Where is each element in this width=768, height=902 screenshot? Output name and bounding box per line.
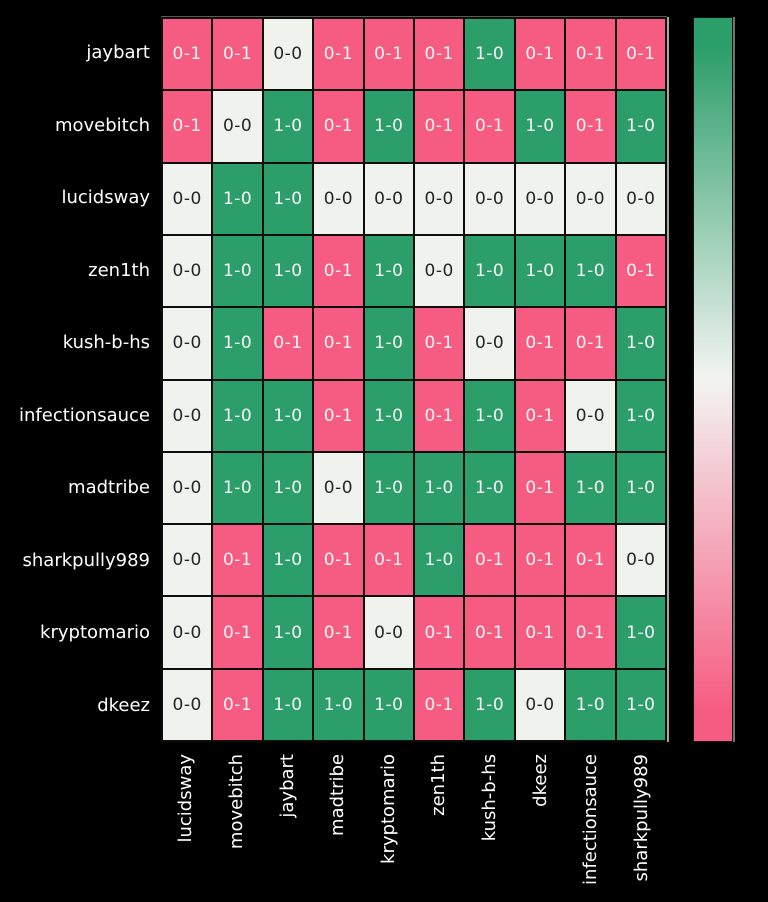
heatmap-cell: 1-0 [365,381,413,451]
heatmap-cell: 1-0 [314,670,362,740]
column-label: jaybart [276,754,298,818]
heatmap-cell: 1-0 [415,453,463,523]
column-label: kush-b-hs [478,754,500,842]
heatmap-grid [161,17,667,742]
heatmap-cell: 1-0 [264,597,312,667]
heatmap-cell: 1-0 [365,236,413,306]
heatmap-cell: 0-1 [365,19,413,89]
heatmap-cell: 0-1 [314,308,362,378]
heatmap-cell: 0-0 [566,381,614,451]
heatmap-cell: 0-1 [415,670,463,740]
heatmap-cell: 0-0 [516,670,564,740]
heatmap-cell: 0-1 [516,19,564,89]
heatmap-cell: 1-0 [264,525,312,595]
heatmap-cell: 0-0 [264,19,312,89]
row-label: lucidsway [61,187,150,209]
column-label: madtribe [327,754,349,836]
heatmap-cell: 0-0 [566,164,614,234]
heatmap-cell: 0-0 [314,453,362,523]
heatmap-cell: 0-0 [617,525,665,595]
heatmap-cell: 0-1 [415,308,463,378]
heatmap-cell: 0-1 [516,453,564,523]
heatmap-cell: 1-0 [617,670,665,740]
row-label: jaybart [86,42,150,64]
heatmap-cell: 0-1 [213,19,261,89]
heatmap-cell: 0-0 [163,236,211,306]
column-label: dkeez [529,754,551,807]
heatmap-cell: 0-0 [465,308,513,378]
heatmap-cell: 0-1 [314,19,362,89]
heatmap-cell: 1-0 [213,381,261,451]
heatmap-cell: 0-1 [566,597,614,667]
heatmap-cell: 1-0 [617,308,665,378]
column-label: sharkpully989 [630,754,652,882]
heatmap-cell: 0-1 [516,597,564,667]
heatmap-cell: 1-0 [465,381,513,451]
heatmap-cell: 1-0 [465,670,513,740]
heatmap-cell: 0-0 [465,164,513,234]
heatmap-cell: 0-0 [365,597,413,667]
heatmap-cell: 1-0 [264,91,312,161]
heatmap-cell: 1-0 [264,670,312,740]
heatmap-cell: 0-1 [516,381,564,451]
heatmap-cell: 1-0 [365,453,413,523]
column-label: movebitch [225,754,247,850]
heatmap-cell: 0-1 [314,91,362,161]
heatmap-cell: 0-0 [163,670,211,740]
heatmap-cell: 1-0 [617,91,665,161]
heatmap-cell: 0-0 [163,525,211,595]
heatmap-cell: 1-0 [213,164,261,234]
heatmap-cell: 1-0 [516,236,564,306]
heatmap-cell: 0-1 [566,91,614,161]
heatmap-cell: 1-0 [465,236,513,306]
column-label: kryptomario [377,754,399,864]
heatmap-cell: 1-0 [566,236,614,306]
heatmap-cell: 0-1 [465,91,513,161]
heatmap-cell: 1-0 [213,236,261,306]
heatmap-cell: 0-1 [415,91,463,161]
row-label: madtribe [68,477,150,499]
row-label: zen1th [88,259,150,281]
row-label: dkeez [97,694,150,716]
heatmap-cell: 0-1 [314,597,362,667]
heatmap-cell: 0-1 [264,308,312,378]
heatmap-cell: 0-0 [617,164,665,234]
heatmap-cell: 0-1 [566,308,614,378]
heatmap-cell: 1-0 [365,91,413,161]
heatmap-cell: 0-1 [314,236,362,306]
heatmap-cell: 1-0 [264,381,312,451]
heatmap-cell: 0-1 [465,525,513,595]
heatmap-cell: 0-1 [516,525,564,595]
heatmap-cell: 0-1 [163,19,211,89]
heatmap-cell: 0-0 [163,597,211,667]
heatmap-cell: 1-0 [617,597,665,667]
heatmap-cell: 0-0 [365,164,413,234]
heatmap-cell: 0-0 [415,236,463,306]
row-label: infectionsauce [19,404,150,426]
heatmap-cell: 1-0 [264,236,312,306]
heatmap-cell: 1-0 [415,525,463,595]
column-label: infectionsauce [580,754,602,885]
heatmap-cell: 1-0 [617,453,665,523]
heatmap-cell: 0-1 [314,381,362,451]
column-label: zen1th [428,754,450,816]
heatmap-cell: 1-0 [516,91,564,161]
heatmap-cell: 0-1 [415,19,463,89]
heatmap-cell: 0-1 [365,525,413,595]
heatmap-cell: 1-0 [566,453,614,523]
heatmap-cell: 0-0 [415,164,463,234]
heatmap-cell: 0-1 [415,381,463,451]
heatmap-cell: 0-1 [566,19,614,89]
row-label: kryptomario [40,622,150,644]
heatmap-cell: 0-1 [617,19,665,89]
heatmap-cell: 1-0 [213,453,261,523]
heatmap-cell: 0-1 [415,597,463,667]
heatmap-cell: 0-0 [516,164,564,234]
heatmap-cell: 1-0 [264,453,312,523]
heatmap-cell: 0-1 [163,91,211,161]
heatmap-cell: 1-0 [566,670,614,740]
heatmap-cell: 1-0 [213,308,261,378]
row-label: kush-b-hs [62,332,150,354]
heatmap-cell: 0-1 [465,597,513,667]
heatmap-cell: 0-0 [163,308,211,378]
heatmap-cell: 0-0 [163,164,211,234]
heatmap-cell: 0-0 [314,164,362,234]
row-label: movebitch [54,114,150,136]
heatmap-cell: 0-0 [163,453,211,523]
heatmap-cell: 0-0 [163,381,211,451]
heatmap-cell: 1-0 [465,19,513,89]
heatmap-cell: 1-0 [617,381,665,451]
heatmap-cell: 1-0 [465,453,513,523]
heatmap-cell: 1-0 [365,670,413,740]
colorbar [693,17,733,742]
heatmap-cell: 0-1 [314,525,362,595]
column-label: lucidsway [175,754,197,843]
heatmap-cell: 0-0 [213,91,261,161]
heatmap-cell: 0-1 [213,670,261,740]
heatmap-cell: 0-1 [617,236,665,306]
heatmap-cell: 0-1 [213,597,261,667]
heatmap-cell: 0-1 [516,308,564,378]
row-label: sharkpully989 [22,549,150,571]
heatmap-cell: 0-1 [213,525,261,595]
heatmap-cell: 1-0 [264,164,312,234]
heatmap-cell: 0-1 [566,525,614,595]
heatmap-cell: 1-0 [365,308,413,378]
